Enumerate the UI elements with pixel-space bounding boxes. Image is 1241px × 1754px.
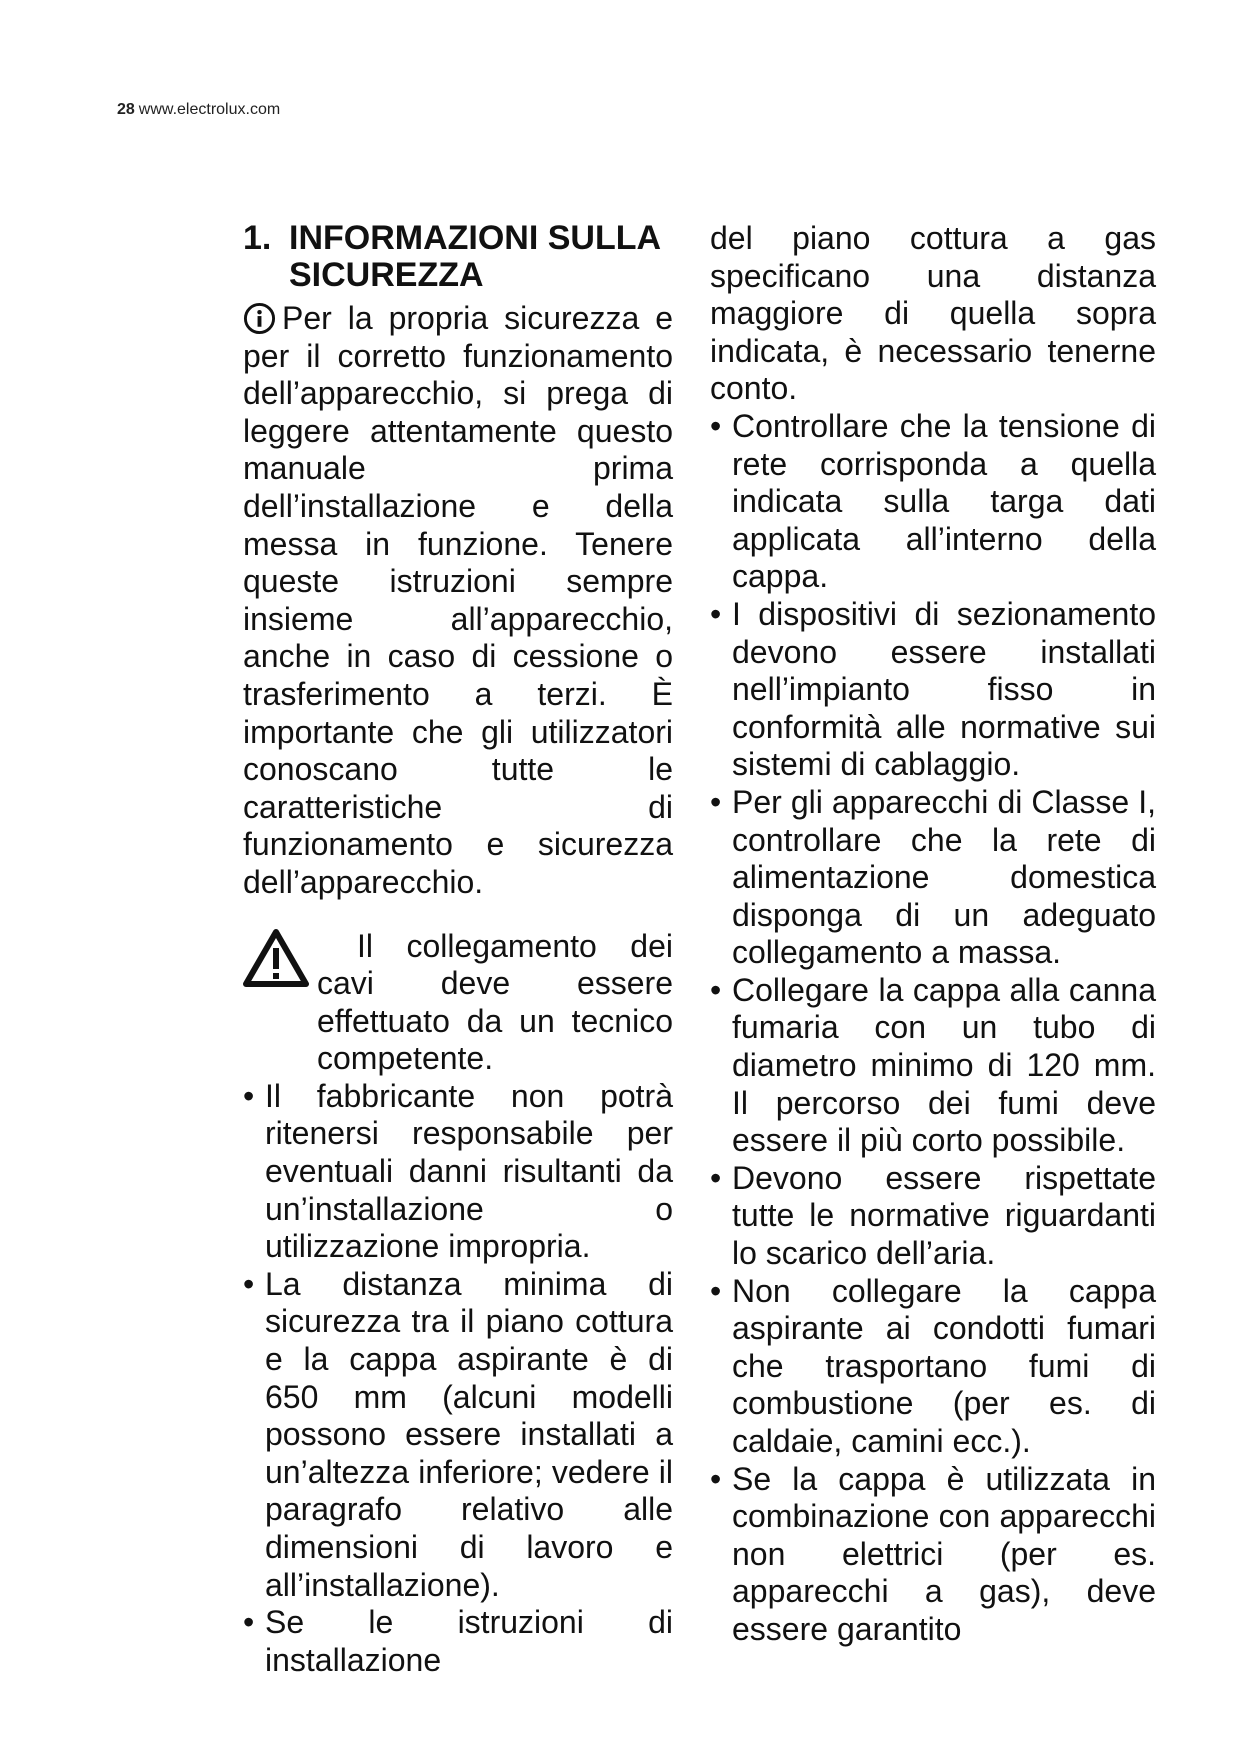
right-column — [710, 220, 1156, 1649]
list-item: • I dispositivi di sezionamento devono essere installati nell’impianto fisso in conformità alle normative sui sistemi di cablaggio. — [710, 596, 1156, 784]
warning-icon — [243, 928, 309, 988]
list-item: • Devono essere rispettate tutte le normative riguardanti lo scarico dell’aria. — [710, 1160, 1156, 1273]
info-icon — [243, 302, 276, 335]
list-item: • Se la cappa è utilizzata in combinazione con apparecchi non elettrici (per es. apparecchi a gas), deve essere garantito — [710, 1461, 1156, 1649]
left-column — [243, 220, 673, 1679]
right-bullet-list — [710, 408, 1156, 1649]
left-bullet-list — [243, 1078, 673, 1680]
section-number: 1. — [243, 219, 272, 257]
list-item: • La distanza minima di sicurezza tra il piano cottura e la cappa aspirante è di 650 mm (alcuni modelli possono essere installati a un’altezza inferiore; vedere il paragrafo relativo alle dimensioni di lavoro e all’installazione). — [243, 1266, 673, 1604]
page-header — [117, 101, 280, 119]
warning-block — [243, 928, 673, 1078]
list-item: • Controllare che la tensione di rete corrisponda a quella indicata sulla targa dati applicata all’interno della cappa. — [710, 408, 1156, 596]
section-heading — [243, 220, 673, 294]
list-item: • Collegare la cappa alla canna fumaria con un tubo di diametro minimo di 120 mm. Il percorso dei fumi deve essere il più corto possibile. — [710, 972, 1156, 1160]
page-number: 28 — [117, 101, 135, 118]
warning-text: Il collegamento dei cavi deve essere effettuato da un tecnico competente. — [317, 927, 673, 1077]
list-item: • Per gli apparecchi di Classe I, controllare che la rete di alimentazione domestica disponga di un adeguato collegamento a massa. — [710, 784, 1156, 972]
list-item: • Il fabbricante non potrà ritenersi responsabile per eventuali danni risultanti da un’installazione o utilizzazione impropria. — [243, 1078, 673, 1266]
list-item: • Se le istruzioni di installazione — [243, 1604, 673, 1679]
intro-paragraph — [243, 300, 673, 902]
intro-text: Per la propria sicurezza e per il corretto funzionamento dell’apparecchio, si prega di leggere attentamente questo manuale prima dell’installazione e della messa in funzione. Tenere queste istruzioni sempre insieme all’apparecchio, anche in caso di cessione o trasferimento a terzi. È importante che gli utilizzatori conoscano tutte le caratteristiche di funzionamento e sicurezza dell’apparecchio. — [243, 300, 673, 900]
list-item: • Non collegare la cappa aspirante ai condotti fumari che trasportano fumi di combustione (per es. di caldaie, camini ecc.). — [710, 1273, 1156, 1461]
continued-paragraph: del piano cottura a gas specificano una distanza maggiore di quella sopra indicata, è necessario tenerne conto. — [710, 220, 1156, 407]
website-url: www.electrolux.com — [138, 101, 281, 118]
section-title: INFORMAZIONI SULLA SICUREZZA — [289, 219, 660, 294]
